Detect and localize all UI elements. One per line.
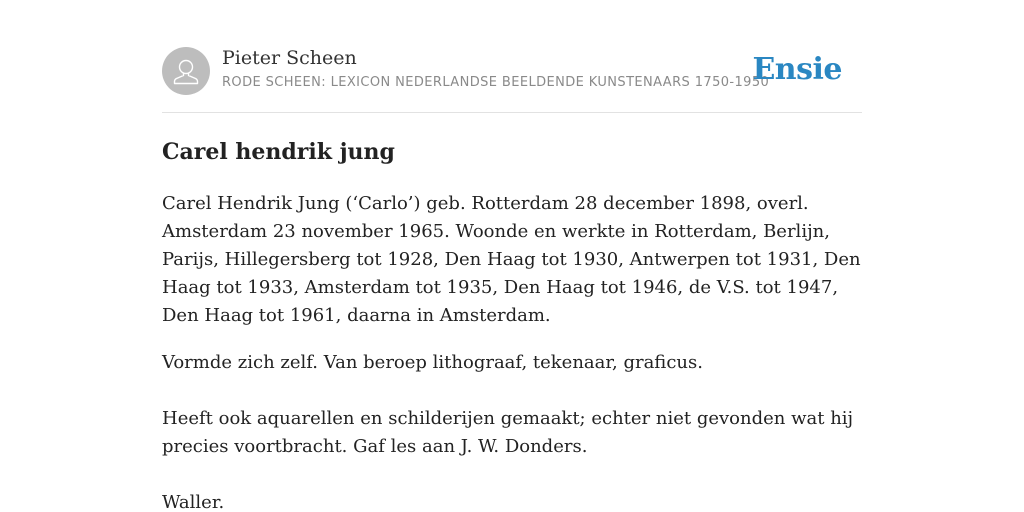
article-header (162, 47, 862, 113)
author-avatar[interactable] (162, 47, 210, 95)
article-title: Carel hendrik jung (162, 139, 395, 165)
article-paragraph: Heeft ook aquarellen en schilderijen gemaakt; echter niet gevonden wat hij precies voortbracht. Gaf les aan J. W. Donders. (162, 408, 854, 457)
article-paragraph: Carel Hendrik Jung (‘Carlo’) geb. Rotterdam 28 december 1898, overl. Amsterdam 23 november 1965. Woonde en werkte in Rotterdam, Berlijn, Parijs, Hillegersberg tot 1928, Den Haag tot 1930, Antwerpen tot 1931, Den Haag tot 1933, Amsterdam tot 1935, Den Haag tot 1946, de V.S. tot 1947, Den Haag tot 1961, daarna in Amsterdam. (162, 193, 861, 326)
article-paragraph: Waller. (162, 492, 225, 512)
author-name[interactable]: Pieter Scheen (222, 47, 357, 69)
page (162, 0, 862, 512)
ensie-logo[interactable]: Ensie (752, 52, 842, 87)
person-outline-icon (162, 47, 210, 95)
article-body (162, 190, 867, 512)
article-paragraph: Vormde zich zelf. Van beroep lithograaf, tekenaar, graficus. (162, 352, 703, 373)
source-name[interactable]: RODE SCHEEN: LEXICON NEDERLANDSE BEELDENDE KUNSTENAARS 1750-1950 (222, 75, 770, 90)
